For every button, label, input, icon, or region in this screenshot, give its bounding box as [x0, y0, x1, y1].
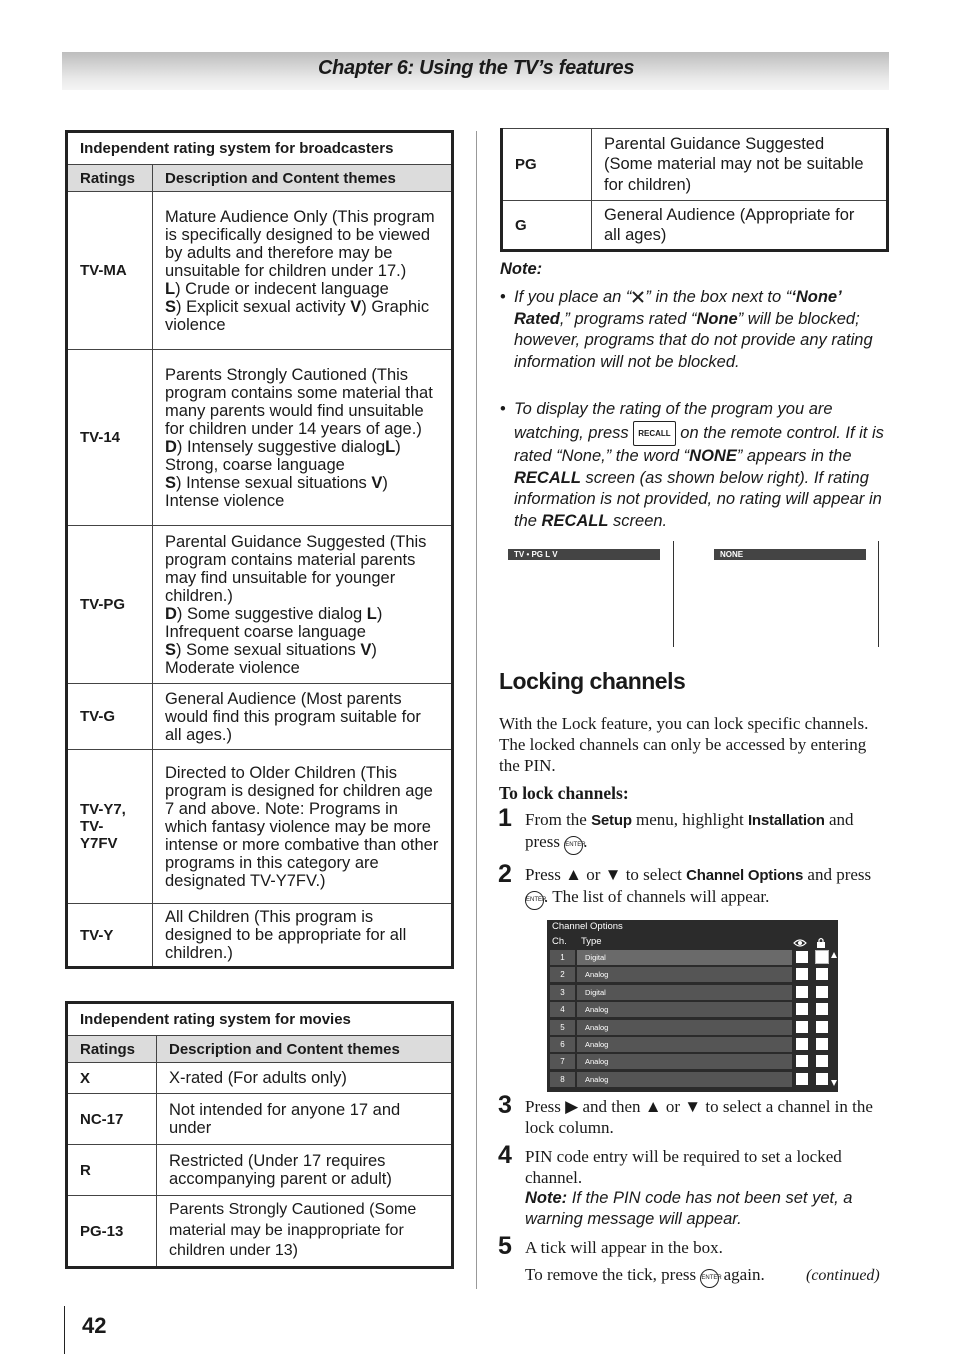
lock-checkbox[interactable] [816, 968, 828, 980]
broadcast-rating-table [65, 130, 454, 969]
rating-code: TV-14 [67, 350, 153, 526]
skip-checkbox[interactable] [796, 986, 808, 998]
rating-description: All Children (This program is designed to be appropriate for all children.) [153, 904, 453, 968]
channel-options-screen [547, 920, 838, 1092]
rating-code: X [67, 1063, 157, 1094]
table-row [67, 526, 453, 684]
col-description: Description and Content themes [157, 1036, 453, 1063]
note-bullet-2: • To display the rating of the program you are watching, press RECALL on the remote control. If it is rated “None,” the word “NONE” appears in the RECALL screen (as shown below right). If rating information is not provided, no rating will appear in the RECALL screen. [500, 400, 884, 530]
rating-code: TV-G [67, 684, 153, 750]
rating-code: TV-PG [67, 526, 153, 684]
rating-description: General Audience (Most parents would find this program suitable for all ages.) [153, 684, 453, 750]
channel-row[interactable] [550, 967, 836, 982]
rating-description: Parents Strongly Cautioned (Some material may be inappropriate for children under 13) [157, 1196, 453, 1268]
page-number-rule [64, 1306, 65, 1354]
recall-key-icon: RECALL [633, 421, 675, 447]
subhead: To lock channels: [499, 783, 629, 803]
recall-screen-none [714, 541, 879, 647]
recall-screen-top-border [674, 541, 878, 542]
rating-description: Parental Guidance Suggested (This program contains material parents may find unsuitable for younger children.) D) Some suggestive dialog L) Infrequent coarse language S) Some sexual situations V) Moderate violence [153, 526, 453, 684]
chapter-title: Chapter 6: Using the TV’s features [318, 57, 635, 79]
rating-description: Directed to Older Children (This program is designed for children age 7 and above. Note: Programs in which fantasy violence may be more intense or more combative than other programs in this category are designated TV-Y7FV.) [153, 750, 453, 904]
scroll-up-icon[interactable] [831, 952, 837, 958]
rating-description: General Audience (Appropriate for all ages) [592, 201, 888, 251]
step-number: 3 [498, 1091, 512, 1119]
step-number: 1 [498, 804, 512, 832]
skip-checkbox[interactable] [796, 1021, 808, 1033]
channel-type: Digital [577, 985, 792, 1000]
note-label: Note: [500, 260, 543, 278]
col-ch: Ch. [552, 936, 567, 947]
channel-number: 4 [550, 1002, 575, 1017]
table-row [67, 684, 453, 750]
step-4: PIN code entry will be required to set a locked channel. Note: If the PIN code has not been set yet, a warning message will appear. [525, 1147, 853, 1228]
rating-description: Parental Guidance Suggested (Some material may not be suitable for children) [592, 129, 888, 201]
recall-screen-rated [508, 541, 674, 647]
channel-number: 7 [550, 1054, 575, 1069]
table-row [67, 192, 453, 350]
x-mark-icon [631, 291, 645, 303]
channel-row[interactable] [550, 1054, 836, 1069]
rating-code: PG [502, 129, 592, 201]
rating-code: TV-Y [67, 904, 153, 968]
table-row [67, 1063, 453, 1094]
col-ratings: Ratings [67, 1036, 157, 1063]
step-2: Press ▲ or ▼ to select Channel Options and press ENTER. The list of channels will appear. [525, 864, 890, 910]
table-row [67, 904, 453, 968]
channel-type: Digital [577, 950, 792, 965]
rating-code: G [502, 201, 592, 251]
enter-button-icon: ENTER [700, 1269, 719, 1288]
channel-number: 5 [550, 1020, 575, 1035]
recall-none-bar: NONE [714, 549, 866, 560]
eye-icon [793, 938, 807, 948]
table-row [67, 750, 453, 904]
rating-code: TV-Y7, TV-Y7FV [67, 750, 153, 904]
channel-row[interactable] [550, 950, 836, 965]
channel-row[interactable] [550, 1002, 836, 1017]
rating-table-continued [500, 128, 889, 252]
table-row [502, 201, 888, 251]
section-intro: With the Lock feature, you can lock specific channels. The locked channels can only be accessed by entering the PIN. [499, 714, 869, 775]
channel-number: 1 [550, 950, 575, 965]
column-divider [476, 131, 477, 1289]
channel-type: Analog [577, 1037, 792, 1052]
channel-row[interactable] [550, 1072, 836, 1087]
table-row [67, 1145, 453, 1196]
scroll-down-icon[interactable] [831, 1080, 837, 1086]
lock-checkbox[interactable] [816, 1038, 828, 1050]
enter-button-icon: ENTER [564, 836, 583, 855]
skip-checkbox[interactable] [796, 1073, 808, 1085]
step-number: 4 [498, 1141, 512, 1169]
lock-checkbox[interactable] [816, 951, 828, 963]
skip-checkbox[interactable] [796, 968, 808, 980]
lock-checkbox[interactable] [816, 1073, 828, 1085]
channel-type: Analog [577, 1072, 792, 1087]
table-title: Independent rating system for broadcasters [67, 132, 453, 165]
lock-checkbox[interactable] [816, 1055, 828, 1067]
lock-checkbox[interactable] [816, 1003, 828, 1015]
channel-type: Analog [577, 1020, 792, 1035]
channel-type: Analog [577, 1054, 792, 1069]
channel-number: 3 [550, 985, 575, 1000]
continued-label: (continued) [806, 1267, 880, 1284]
rating-code: PG-13 [67, 1196, 157, 1268]
recall-rating-bar: TV • PG L V [508, 549, 660, 560]
table-row [502, 129, 888, 201]
rating-description: Parents Strongly Cautioned (This program contains some material that many parents would find unsuitable for children under 14 years of age.) D) Intensely suggestive dialogL) Strong, coarse language S) Intense sexual situations V) Intense violence [153, 350, 453, 526]
movie-rating-table [65, 1001, 454, 1269]
table-row [67, 350, 453, 526]
table-title: Independent rating system for movies [67, 1003, 453, 1036]
section-title: Locking channels [499, 668, 686, 694]
rating-description: Restricted (Under 17 requires accompanying parent or adult) [157, 1145, 453, 1196]
skip-checkbox[interactable] [796, 1055, 808, 1067]
channel-type: Analog [577, 967, 792, 982]
rating-description: Mature Audience Only (This program is specifically designed to be viewed by adults and therefore may be unsuitable for children under 17.) L) Crude or indecent language S) Explicit sexual activity V) Graphic violence [153, 192, 453, 350]
rating-code: R [67, 1145, 157, 1196]
skip-checkbox[interactable] [796, 1003, 808, 1015]
enter-button-icon: ENTER [525, 891, 544, 910]
channel-type: Analog [577, 1002, 792, 1017]
note-bullet-1: • If you place an “ ” in the box next to “‘None’ Rated,” programs rated “None” will be blocked; however, programs that do not provide any rating information will not be blocked. [500, 288, 873, 371]
channel-row[interactable] [550, 1020, 836, 1035]
col-type: Type [581, 936, 602, 947]
step-5: A tick will appear in the box. To remove the tick, press ENTER again. [525, 1237, 890, 1288]
channel-row[interactable] [550, 1037, 836, 1052]
skip-checkbox[interactable] [796, 951, 808, 963]
rating-code: TV-MA [67, 192, 153, 350]
lock-icon [816, 937, 826, 948]
channel-number: 8 [550, 1072, 575, 1087]
table-row [67, 1196, 453, 1268]
rating-code: NC-17 [67, 1094, 157, 1145]
step-3: Press ▶ and then ▲ or ▼ to select a channel in the lock column. [525, 1097, 873, 1137]
rating-description: Not intended for anyone 17 and under [157, 1094, 453, 1145]
col-ratings: Ratings [67, 165, 153, 192]
step-number: 5 [498, 1232, 512, 1260]
step-number: 2 [498, 860, 512, 888]
lock-checkbox[interactable] [816, 986, 828, 998]
skip-checkbox[interactable] [796, 1038, 808, 1050]
channel-row[interactable] [550, 985, 836, 1000]
page-number: 42 [82, 1313, 107, 1338]
channel-number: 6 [550, 1037, 575, 1052]
table-row [67, 1094, 453, 1145]
chapter-banner [62, 52, 889, 90]
col-description: Description and Content themes [153, 165, 453, 192]
lock-checkbox[interactable] [816, 1021, 828, 1033]
channel-number: 2 [550, 967, 575, 982]
channel-options-title: Channel Options [552, 921, 623, 932]
step-1: From the Setup menu, highlight Installation and press ENTER. [525, 809, 890, 855]
rating-description: X-rated (For adults only) [157, 1063, 453, 1094]
